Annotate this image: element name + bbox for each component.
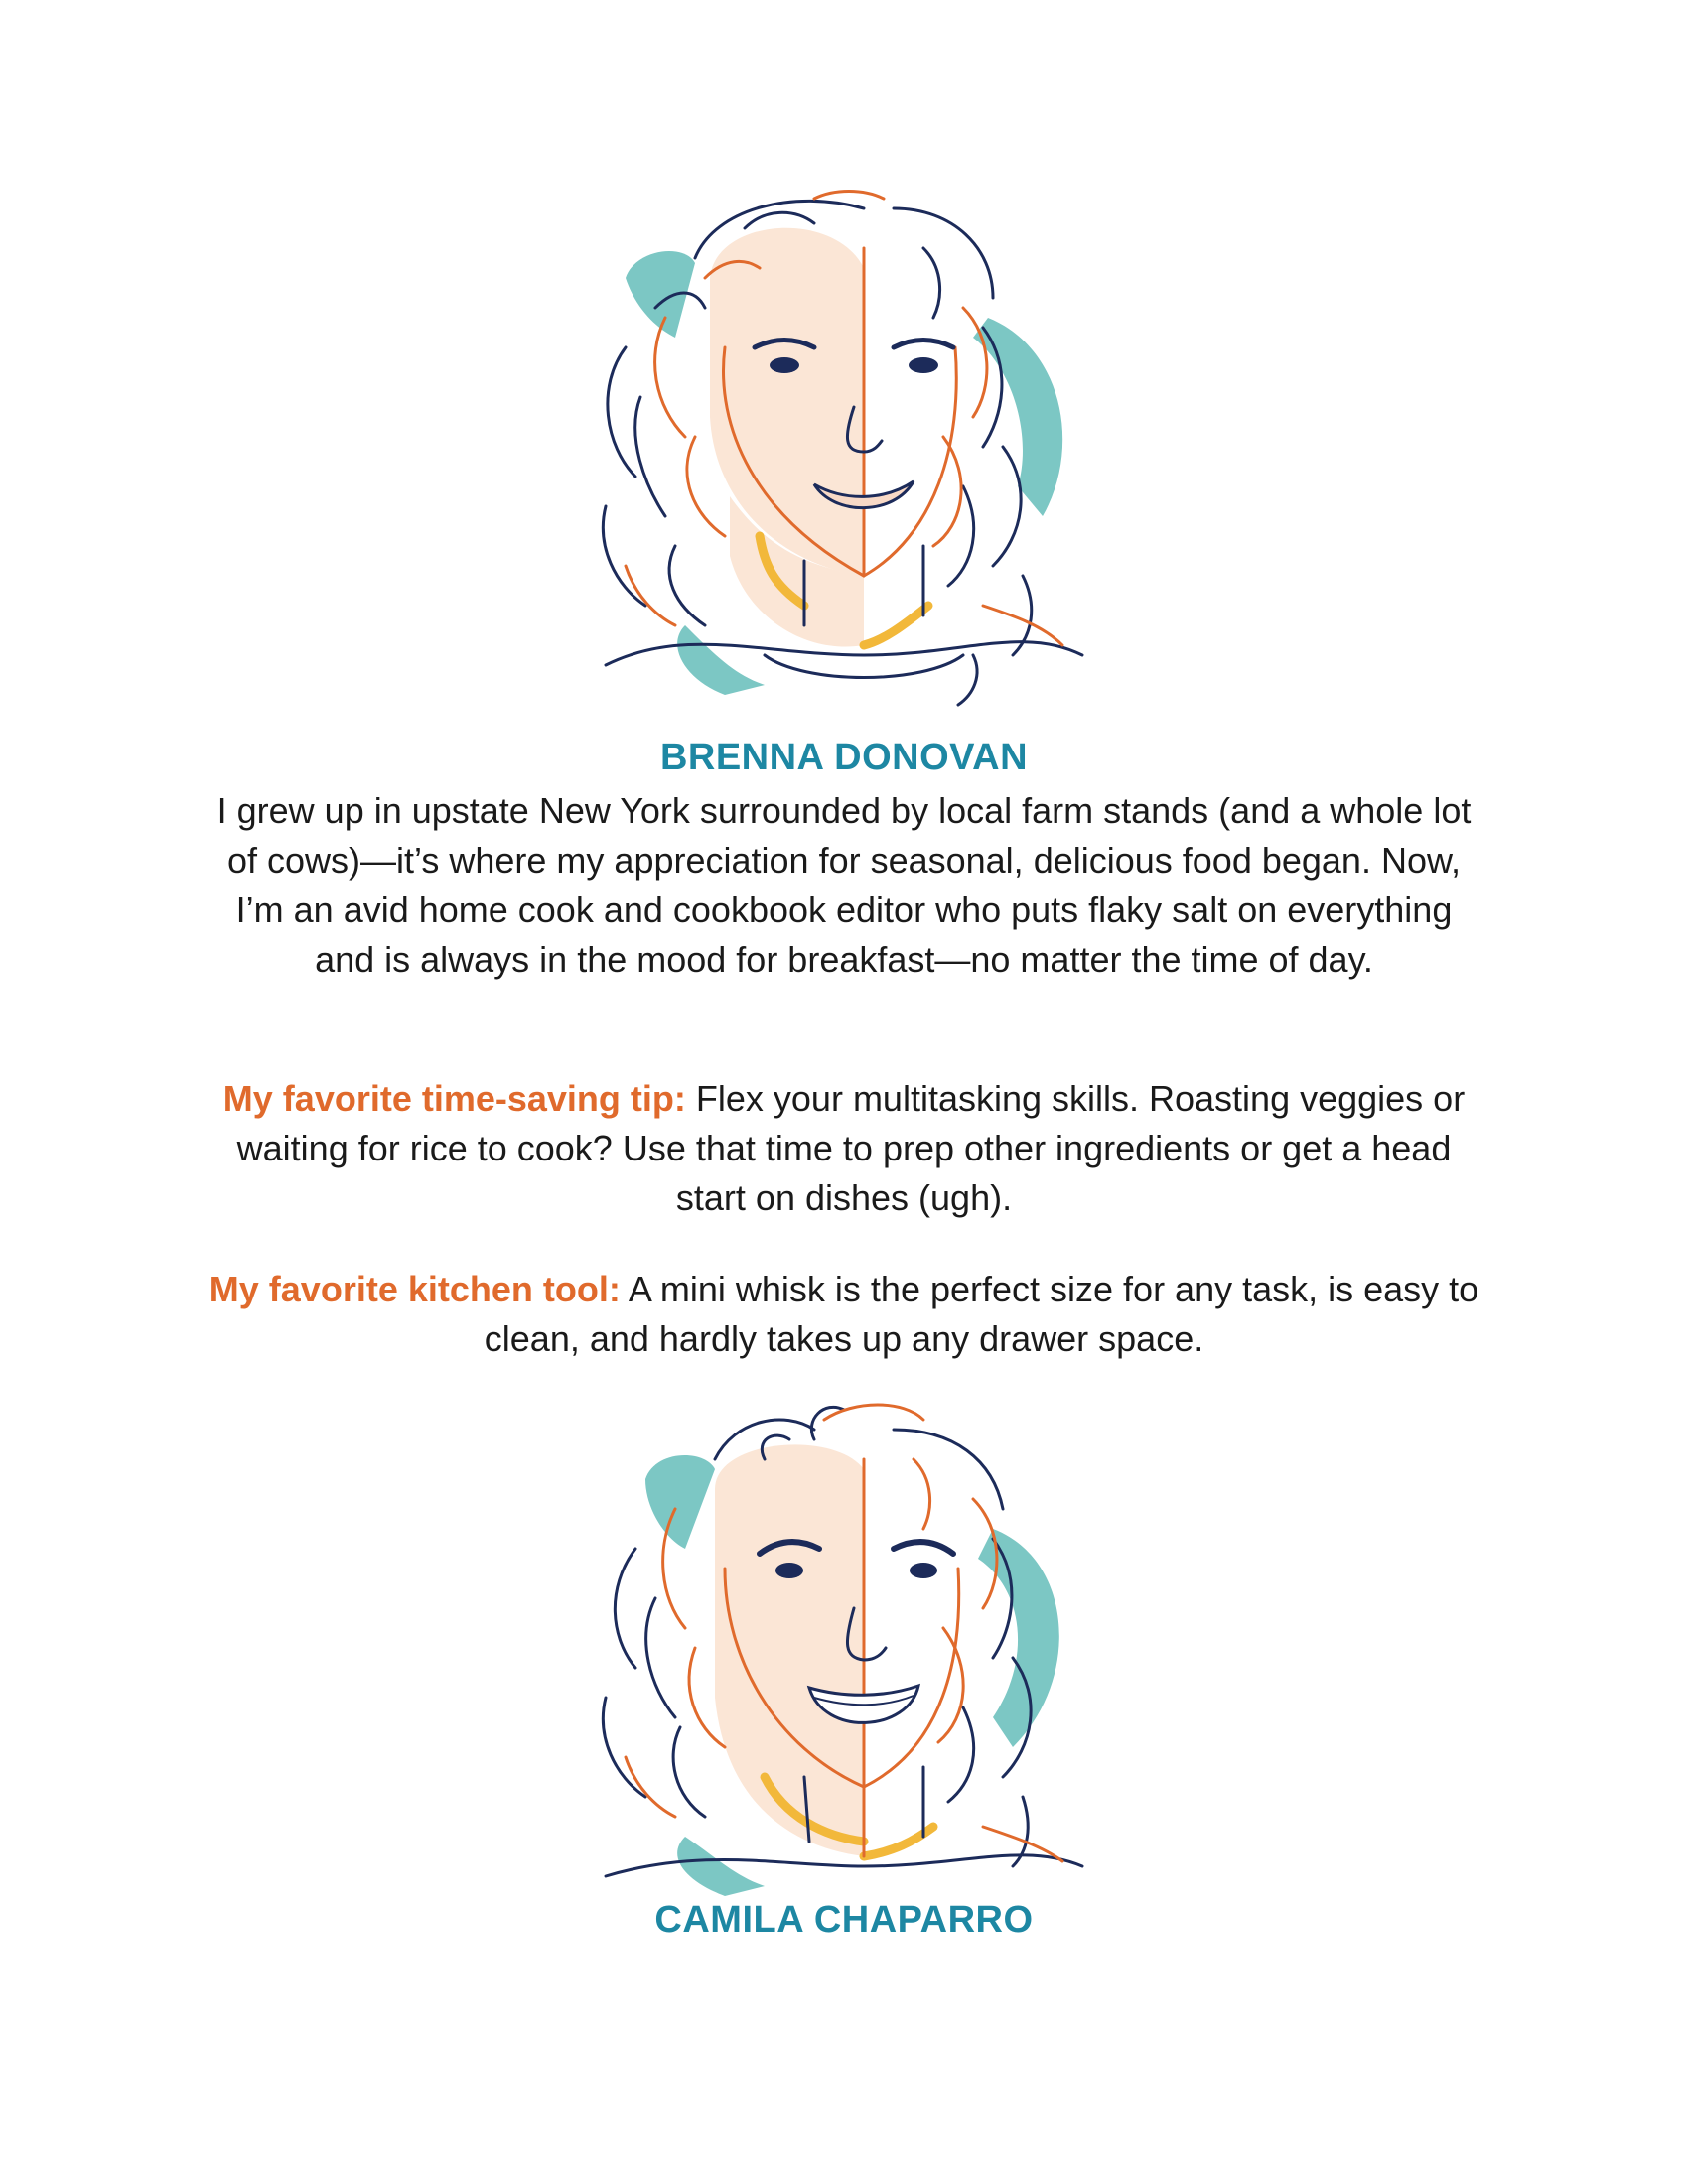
profile-name: BRENNA DONOVAN [659,737,1029,778]
tip-text: A mini whisk is the perfect size for any task, is easy to clean, and hardly takes up any drawer space. [484,1269,1479,1359]
tip-label: My favorite time-saving tip: [222,1078,686,1119]
tip-label: My favorite kitchen tool: [209,1269,621,1309]
profile-bio: I grew up in upstate New York surrounded by local farm stands (and a whole lot of cows)—it’s where my appreciation for seasonal, delicious food began. Now, I’m an avid home cook and cookbook editor who puts flaky salt on everything and is always in the mood for breakfast—no matter the time of day. [216,790,1472,980]
time-saving-tip [209,1074,1479,1223]
kitchen-tool-tip [209,1265,1479,1364]
portrait-illustration-brenna [566,189,1102,725]
profile-name: CAMILA CHAPARRO [654,1899,1034,1941]
portrait-illustration-camila [566,1400,1102,1936]
tip-text: Flex your multitasking skills. Roasting veggies or waiting for rice to cook? Use that time to prep other ingredients or get a head start on dishes (ugh). [236,1078,1466,1218]
